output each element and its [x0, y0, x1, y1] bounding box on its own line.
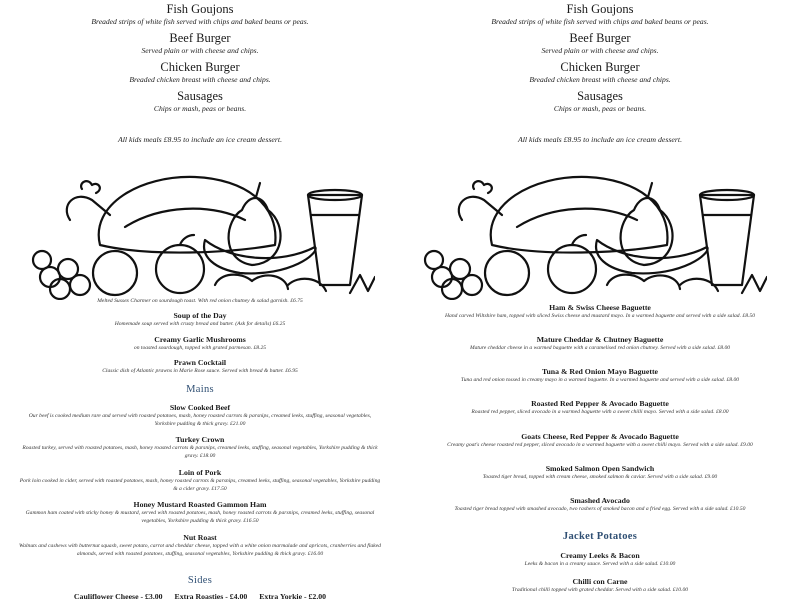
- item-name: Prawn Cocktail: [173, 358, 227, 367]
- main-item-gammon: [0, 500, 400, 525]
- starter-intro-description: Melted Sussex Charmer on sourdough toast. With red onion chutney & salad garnish. £6.75: [97, 298, 303, 304]
- jacket-item-chilli: [400, 577, 800, 595]
- baguette-item-goats-cheese: [400, 432, 800, 450]
- item-name: Goats Cheese, Red Pepper & Avocado Baguette: [521, 432, 679, 441]
- right-menu-page: [400, 0, 800, 600]
- item-description: Our beef is cooked medium rare and served with roasted potatoes, mash, honey roasted carrots & parsnips, creamed leeks, stuffing, seasonal vegetables, Yorkshire pudding & thick gravy. £21.00: [28, 413, 372, 427]
- food-illustration: [422, 165, 767, 300]
- main-item-turkey: [0, 435, 400, 460]
- main-item-beef: [0, 403, 400, 428]
- sides-list: [0, 592, 400, 600]
- item-name: Chicken Burger: [160, 60, 240, 74]
- kids-item-beef-burger: [400, 31, 800, 60]
- item-name: Loin of Pork: [178, 468, 222, 477]
- item-name: Turkey Crown: [175, 435, 225, 444]
- side-item: Cauliflower Cheese - £3.00: [73, 592, 163, 600]
- item-name: Creamy Leeks & Bacon: [560, 551, 640, 560]
- kids-item-beef-burger: [0, 31, 400, 60]
- item-name: Beef Burger: [569, 31, 631, 45]
- kids-menu: [400, 2, 800, 118]
- item-name: Smashed Avocado: [570, 496, 630, 505]
- item-description: Classic dish of Atlantic prawns in Marie Rose sauce. Served with bread & butter. £6.95: [102, 368, 298, 374]
- item-description: Traditional chilli topped with grated cheddar. Served with a side salad. £10.00: [511, 587, 689, 593]
- jacket-item-leeks-bacon: [400, 551, 800, 569]
- sides-heading: Sides: [187, 575, 213, 586]
- kids-item-fish-goujons: [400, 2, 800, 31]
- item-description: Tuna and red onion tossed in creamy mayo in a warmed baguette. In a warmed baguette and served with a side salad. £8.00: [460, 377, 740, 383]
- jacket-potatoes-heading: Jacket Potatoes: [562, 531, 638, 542]
- kids-item-chicken-burger: [0, 60, 400, 89]
- kids-menu: [0, 2, 400, 118]
- item-description: Breaded chicken breast with cheese and chips.: [529, 75, 671, 84]
- item-name: Smoked Salmon Open Sandwich: [545, 464, 655, 473]
- item-name: Mature Cheddar & Chutney Baguette: [536, 335, 664, 344]
- side-item: Extra Roasties - £4.00: [174, 592, 248, 600]
- item-name: Sausages: [577, 89, 623, 103]
- item-description: Gammon ham coated with sticky honey & mustard, served with roasted potatoes, mash, honey roasted carrots & parsnips, creamed leeks, stuffing, seasonal vegetables, Yorkshire pudding & thick gravy. £16.50: [25, 510, 375, 524]
- side-item: Extra Yorkie - £2.00: [259, 592, 327, 600]
- kids-item-fish-goujons: [0, 2, 400, 31]
- item-description: Homemade soup served with crusty bread and butter. (Ask for details) £6.25: [114, 321, 286, 327]
- item-description: Chips or mash, peas or beans.: [153, 104, 247, 113]
- item-name: Slow Cooked Beef: [169, 403, 231, 412]
- main-item-nut-roast: [0, 533, 400, 558]
- item-name: Fish Goujons: [566, 2, 634, 16]
- baguette-item-red-pepper-avocado: [400, 399, 800, 417]
- item-name: Fish Goujons: [166, 2, 234, 16]
- item-name: Tuna & Red Onion Mayo Baguette: [541, 367, 659, 376]
- item-name: Nut Roast: [183, 533, 217, 542]
- item-description: Walnuts and cashews with butternut squash, sweet potato, carrot and cheddar cheese, topped with a white onion marmalade and apricots, cranberries and flaked almonds, served with roasted potatoes, stuffing, seasonal vegetables, Yorkshire pudding & thick gravy. £16.00: [19, 543, 381, 557]
- item-description: Served plain or with cheese and chips.: [141, 46, 259, 55]
- starter-item-soup: [0, 311, 400, 329]
- item-name: Chicken Burger: [560, 60, 640, 74]
- item-description: Hand carved Wiltshire ham, topped with sliced Swiss cheese and mustard mayo. In a warmed baguette and served with a side salad. £8.50: [444, 313, 755, 319]
- item-description: Roasted turkey, served with roasted potatoes, mash, honey roasted carrots & parsnips, creamed leeks, stuffing, seasonal vegetables, Yorkshire pudding & thick gravy. £18.00: [22, 445, 378, 459]
- item-name: Soup of the Day: [173, 311, 227, 320]
- item-description: Pork loin cooked in cider, served with roasted potatoes, mash, honey roasted carrots & parsnips, creamed leeks, stuffing, seasonal vegetables, Yorkshire pudding & a cider gravy. £17.50: [19, 478, 381, 492]
- mains-heading: Mains: [186, 384, 214, 395]
- kids-item-chicken-burger: [400, 60, 800, 89]
- kids-item-sausages: [400, 89, 800, 118]
- item-description: Leeks & bacon in a creamy sauce. Served with a side salad. £10.00: [524, 561, 676, 567]
- baguette-item-tuna: [400, 367, 800, 385]
- item-name: Ham & Swiss Cheese Baguette: [549, 303, 651, 312]
- item-description: on toasted sourdough, topped with grated parmesan. £8.25: [133, 345, 267, 351]
- main-item-pork: [0, 468, 400, 493]
- item-name: Sausages: [177, 89, 223, 103]
- baguette-item-ham-swiss: [400, 303, 800, 321]
- item-description: Breaded chicken breast with cheese and chips.: [129, 75, 271, 84]
- item-name: Chilli con Carne: [572, 577, 628, 586]
- item-description: Breaded strips of white fish served with chips and baked beans or peas.: [491, 17, 709, 26]
- item-name: Roasted Red Pepper & Avocado Baguette: [531, 399, 669, 408]
- item-description: Roasted red pepper, sliced avocado in a warmed baguette with a sweet chilli mayo. Served with a side salad. £8.00: [471, 409, 729, 415]
- item-name: Honey Mustard Roasted Gammon Ham: [133, 500, 267, 509]
- sandwich-item-smoked-salmon: [400, 464, 800, 482]
- kids-meals-note: All kids meals £8.95 to include an ice cream dessert.: [517, 135, 683, 144]
- item-name: Creamy Garlic Mushrooms: [154, 335, 246, 344]
- item-description: Toasted tiger bread, topped with cream cheese, smoked salmon & caviar. Served with a side salad. £9.00: [482, 474, 718, 480]
- item-description: Breaded strips of white fish served with chips and baked beans or peas.: [91, 17, 309, 26]
- starter-item-prawn-cocktail: [0, 358, 400, 376]
- sandwich-item-smashed-avocado: [400, 496, 800, 514]
- baguette-item-cheddar-chutney: [400, 335, 800, 353]
- item-description: Served plain or with cheese and chips.: [541, 46, 659, 55]
- kids-meals-note: All kids meals £8.95 to include an ice cream dessert.: [117, 135, 283, 144]
- kids-item-sausages: [0, 89, 400, 118]
- item-description: Chips or mash, peas or beans.: [553, 104, 647, 113]
- item-description: Toasted tiger bread topped with smashed avocado, two rashers of smoked bacon and a fried egg. Served with a side salad. £10.50: [454, 506, 746, 512]
- food-illustration: [30, 165, 375, 300]
- starter-item-mushrooms: [0, 335, 400, 353]
- item-name: Beef Burger: [169, 31, 231, 45]
- item-description: Creamy goat's cheese roasted red pepper, sliced avocado in a warmed baguette with a sweet chilli mayo. Served with a side salad. £9.00: [447, 442, 753, 448]
- item-description: Mature cheddar cheese in a warmed baguette with a caramelised red onion chutney. Served with a side salad. £8.00: [469, 345, 731, 351]
